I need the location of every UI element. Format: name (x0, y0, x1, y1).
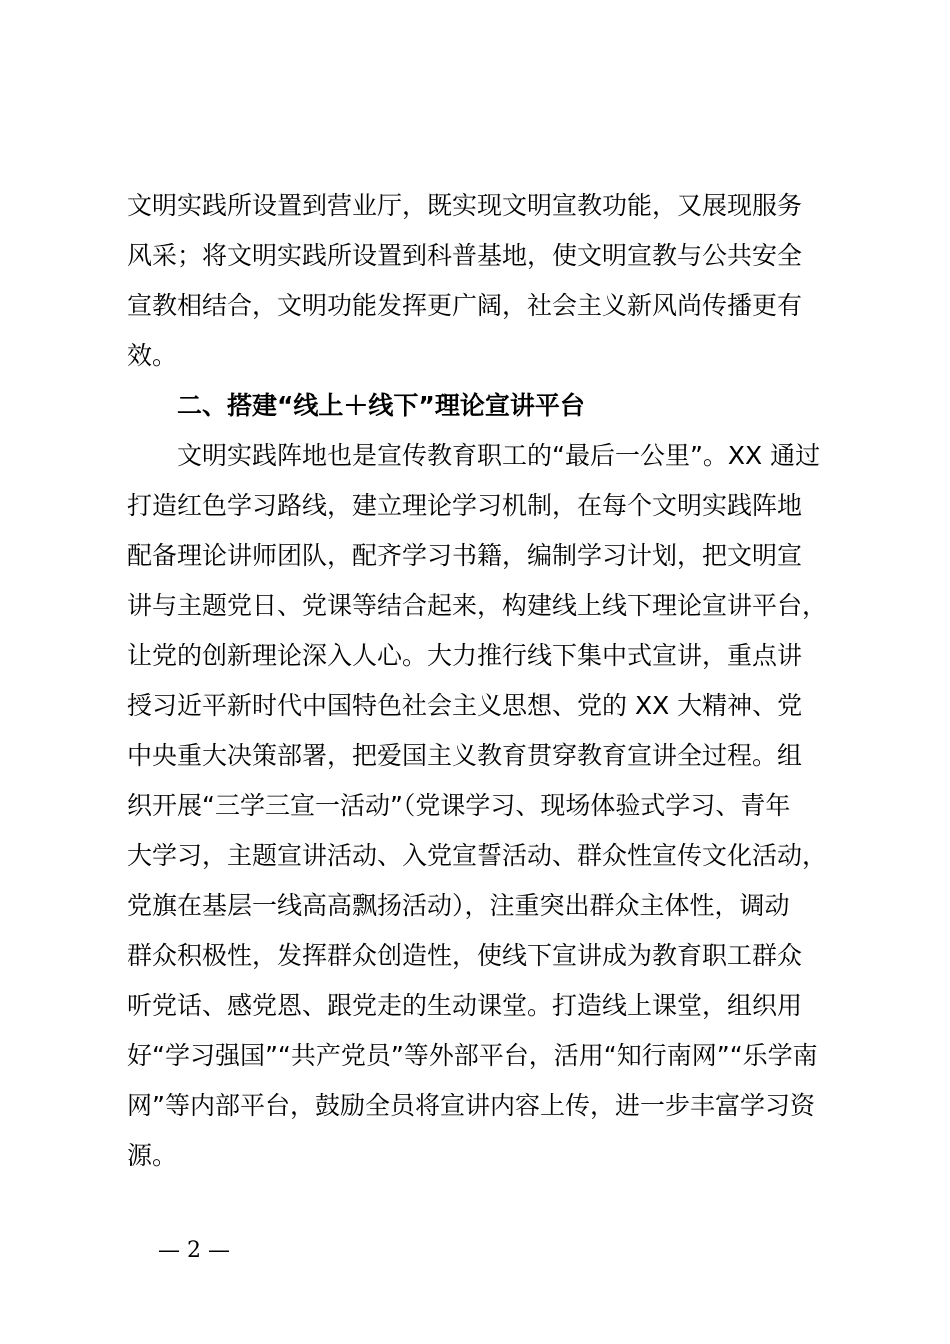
section-heading-text: 二、搭建“线上＋线下”理论宣讲平台 (177, 391, 585, 420)
paragraph-1-line (0, 281, 950, 331)
text-run: 文明实践所设置到营业厅，既实现文明宣教功能，又展现服务 (127, 191, 803, 220)
paragraph-1-line (0, 331, 950, 381)
paragraph-2-line (0, 781, 950, 831)
paragraph-2-line (0, 481, 950, 531)
paragraph-2-line (0, 531, 950, 581)
text-run: 听党话、感党恩、跟党走的生动课堂。打造线上课堂，组织用 (127, 991, 803, 1020)
section-heading (0, 381, 950, 431)
paragraph-2-line (0, 931, 950, 981)
paragraph-2-line (0, 631, 950, 681)
paragraph-2-line (0, 731, 950, 781)
text-run: 打造红色学习路线，建立理论学习机制，在每个文明实践阵地 (127, 491, 803, 520)
text-run: 效。 (127, 341, 178, 370)
paragraph-2-line (0, 881, 950, 931)
text-run: 党旗在基层一线高高飘扬活动），注重突出群众主体性，调动 (127, 891, 790, 920)
text-run: 配备理论讲师团队，配齐学习书籍，编制学习计划，把文明宣 (127, 541, 803, 570)
page-number: — 2 — (158, 1238, 230, 1263)
paragraph-2-line (0, 581, 950, 631)
paragraph-2-line (0, 981, 950, 1031)
paragraph-1-line (0, 231, 950, 281)
paragraph-2-line (0, 1131, 950, 1181)
paragraph-2-line (0, 831, 950, 881)
text-run: 大学习，主题宣讲活动、入党宣誓活动、群众性宣传文化活动， (127, 841, 828, 870)
text-run: 让党的创新理论深入人心。大力推行线下集中式宣讲，重点讲 (127, 641, 803, 670)
paragraph-2-line (0, 681, 950, 731)
paragraph-1-line (0, 181, 950, 231)
text-run: 群众积极性，发挥群众创造性，使线下宣讲成为教育职工群众 (127, 941, 803, 970)
text-run: 好“学习强国”“共产党员”等外部平台，活用“知行南网”“乐学南 (127, 1041, 818, 1070)
text-run: 源。 (127, 1141, 178, 1170)
text-run: 讲与主题党日、党课等结合起来，构建线上线下理论宣讲平台， (127, 591, 828, 620)
text-run: 授习近平新时代中国特色社会主义思想、党的 XX 大精神、党 (127, 691, 803, 720)
text-run: 中央重大决策部署，把爱国主义教育贯穿教育宣讲全过程。组 (127, 741, 803, 770)
paragraph-2-line (0, 1081, 950, 1131)
text-run: 风采；将文明实践所设置到科普基地，使文明宣教与公共安全 (127, 241, 803, 270)
text-run: 织开展“三学三宣一活动”（党课学习、现场体验式学习、青年 (127, 791, 791, 820)
text-run: 宣教相结合，文明功能发挥更广阔，社会主义新风尚传播更有 (127, 291, 803, 320)
text-run: 文明实践阵地也是宣传教育职工的“最后一公里”。XX 通过 (177, 441, 821, 470)
paragraph-2-line (0, 431, 950, 481)
paragraph-2-line (0, 1031, 950, 1081)
text-run: 网”等内部平台，鼓励全员将宣讲内容上传，进一步丰富学习资 (127, 1091, 815, 1120)
